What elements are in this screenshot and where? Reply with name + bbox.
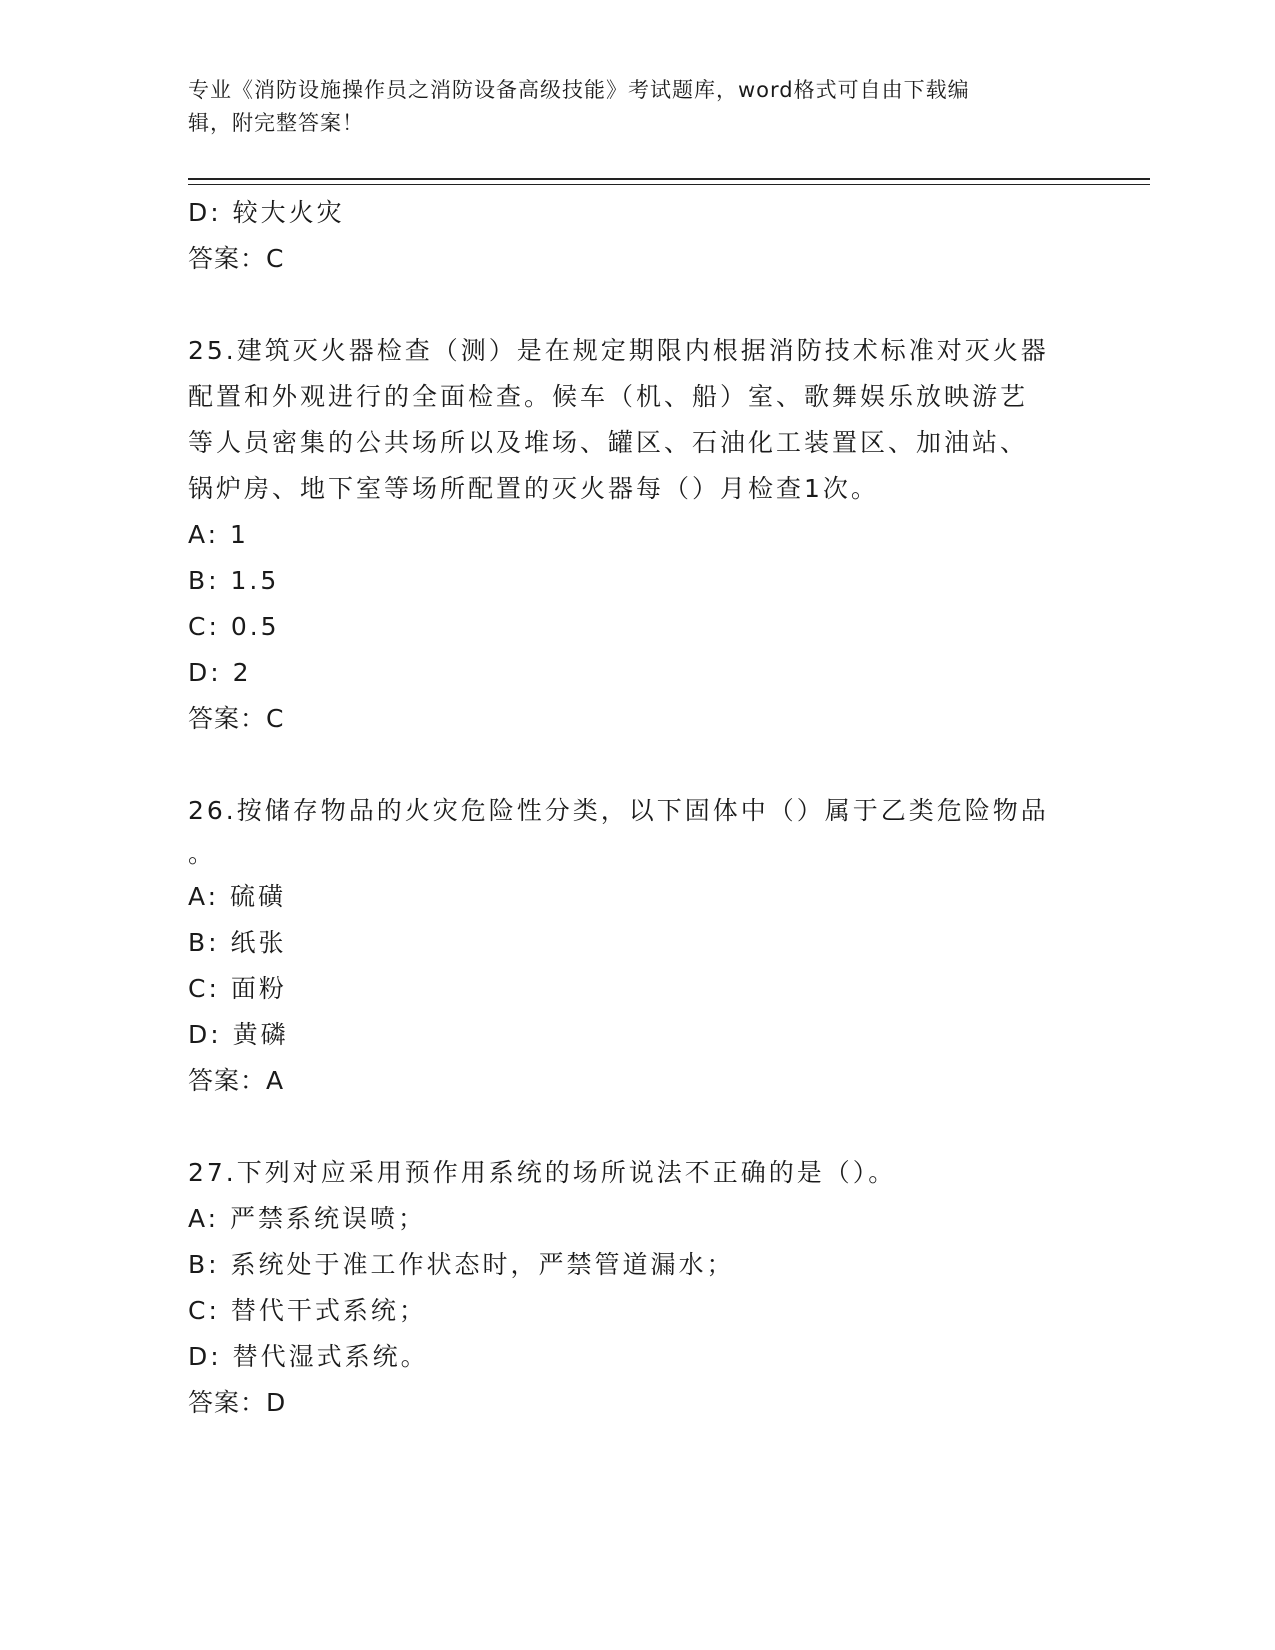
option-d: D: 替代湿式系统。 xyxy=(188,1342,429,1371)
option-a: A: 1 xyxy=(188,520,249,549)
document-body xyxy=(188,190,1088,1426)
question-text-line: 25.建筑灭火器检查（测）是在规定期限内根据消防技术标准对灭火器 xyxy=(188,336,1049,365)
spacer xyxy=(188,282,1088,328)
option-c: C: 0.5 xyxy=(188,612,280,641)
option-d: D: 较大火灾 xyxy=(188,198,345,227)
option-d: D: 2 xyxy=(188,658,252,687)
answer-line: 答案：C xyxy=(188,244,285,273)
question-26 xyxy=(188,788,1088,1104)
question-text-line: 26.按储存物品的火灾危险性分类，以下固体中（）属于乙类危险物品 xyxy=(188,796,1049,825)
question-text-line: 。 xyxy=(188,839,217,868)
answer-line: 答案：C xyxy=(188,704,285,733)
answer-line: 答案：A xyxy=(188,1066,285,1095)
option-b: B: 1.5 xyxy=(188,566,280,595)
question-25 xyxy=(188,328,1088,742)
header-divider-thin xyxy=(188,184,1150,185)
question-text-line: 等人员密集的公共场所以及堆场、罐区、石油化工装置区、加油站、 xyxy=(188,428,1029,457)
spacer xyxy=(188,742,1088,788)
option-c: C: 面粉 xyxy=(188,974,287,1003)
previous-question-tail xyxy=(188,190,1088,282)
option-a: A: 硫磺 xyxy=(188,882,287,911)
header-line-2: 辑，附完整答案！ xyxy=(188,111,364,135)
answer-line: 答案：D xyxy=(188,1388,287,1417)
option-c: C: 替代干式系统； xyxy=(188,1296,427,1325)
option-a: A: 严禁系统误喷； xyxy=(188,1204,427,1233)
header-line-1: 专业《消防设施操作员之消防设备高级技能》考试题库，word格式可自由下载编 xyxy=(188,78,970,102)
spacer xyxy=(188,1104,1088,1150)
option-b: B: 系统处于准工作状态时，严禁管道漏水； xyxy=(188,1250,735,1279)
option-d: D: 黄磷 xyxy=(188,1020,289,1049)
header-divider-thick xyxy=(188,178,1150,180)
question-text-line: 锅炉房、地下室等场所配置的灭火器每（）月检查1次。 xyxy=(188,474,879,503)
question-text-line: 配置和外观进行的全面检查。候车（机、船）室、歌舞娱乐放映游艺 xyxy=(188,382,1029,411)
question-text-line: 27.下列对应采用预作用系统的场所说法不正确的是（）。 xyxy=(188,1158,897,1187)
option-b: B: 纸张 xyxy=(188,928,287,957)
document-header xyxy=(188,74,1088,140)
question-27 xyxy=(188,1150,1088,1426)
